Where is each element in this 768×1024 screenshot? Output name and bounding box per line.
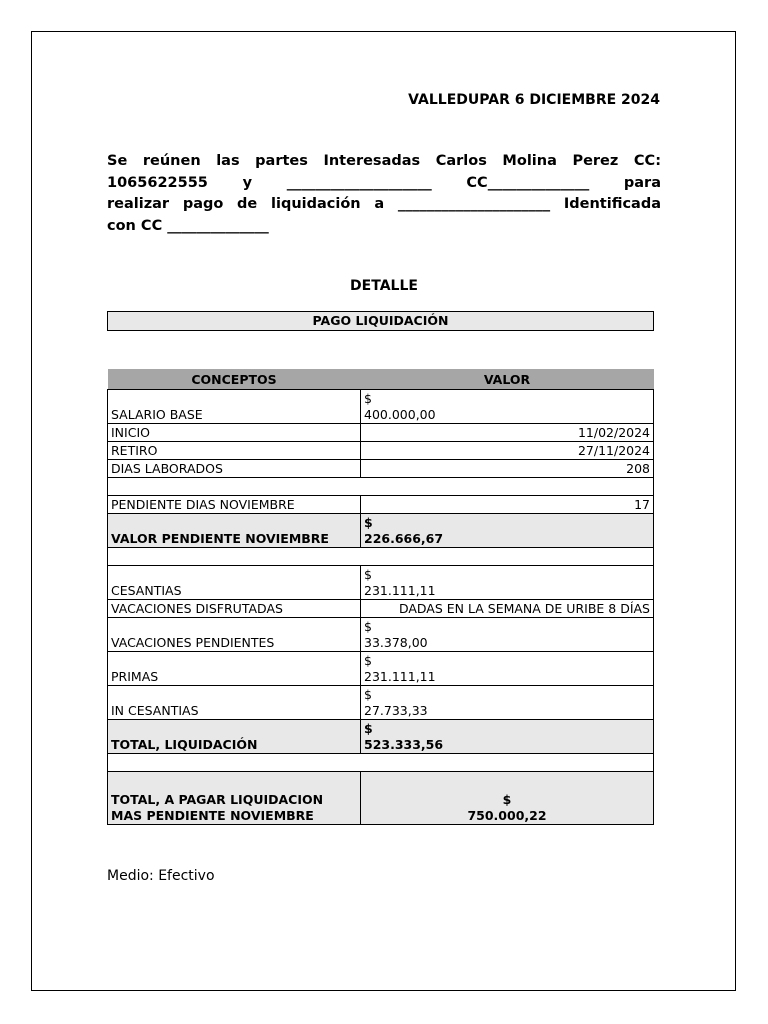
liquidation-subtitle: PAGO LIQUIDACIÓN — [107, 311, 654, 331]
amount: 523.333,56 — [364, 737, 444, 752]
currency-symbol: $ — [364, 391, 372, 406]
row-label: IN CESANTIAS — [108, 686, 361, 720]
document-date: VALLEDUPAR 6 DICIEMBRE 2024 — [408, 92, 660, 108]
section-title: DETALLE — [350, 278, 418, 294]
table-row — [108, 686, 654, 720]
table-header-row — [108, 369, 654, 390]
row-label: INICIO — [108, 424, 361, 442]
currency-symbol: $ — [364, 619, 372, 634]
table-row — [108, 652, 654, 686]
row-value — [361, 390, 654, 424]
row-label: DIAS LABORADOS — [108, 460, 361, 478]
amount: 33.378,00 — [364, 635, 428, 650]
row-value — [361, 652, 654, 686]
table-row — [108, 390, 654, 424]
empty-row — [108, 754, 654, 772]
table-row — [108, 600, 654, 618]
table-row — [108, 496, 654, 514]
row-label: VACACIONES PENDIENTES — [108, 618, 361, 652]
row-value — [361, 720, 654, 754]
row-label: VALOR PENDIENTE NOVIEMBRE — [108, 514, 361, 548]
currency-symbol: $ — [364, 687, 372, 702]
grand-total-row — [108, 772, 654, 825]
table-row — [108, 460, 654, 478]
row-value — [361, 618, 654, 652]
row-value: 11/02/2024 — [361, 424, 654, 442]
row-label: PENDIENTE DIAS NOVIEMBRE — [108, 496, 361, 514]
row-value — [361, 514, 654, 548]
row-label: VACACIONES DISFRUTADAS — [108, 600, 361, 618]
liquidation-table — [107, 369, 654, 825]
currency-symbol: $ — [364, 653, 372, 668]
amount: 226.666,67 — [364, 531, 444, 546]
row-label: TOTAL, LIQUIDACIÓN — [108, 720, 361, 754]
amount: 27.733,33 — [364, 703, 428, 718]
row-value — [361, 686, 654, 720]
table-row — [108, 424, 654, 442]
amount: 231.111,11 — [364, 669, 436, 684]
table-row — [108, 566, 654, 600]
intro-line: con CC ______________ — [107, 217, 269, 234]
intro-paragraph — [107, 151, 661, 237]
grand-total-label-line: MAS PENDIENTE NOVIEMBRE — [111, 808, 314, 823]
document-page — [31, 31, 736, 991]
row-value: 27/11/2024 — [361, 442, 654, 460]
amount: 400.000,00 — [364, 407, 436, 422]
grand-total-label — [108, 772, 361, 825]
row-value: 17 — [361, 496, 654, 514]
currency-symbol: $ — [502, 792, 512, 807]
currency-symbol: $ — [364, 567, 372, 582]
currency-symbol: $ — [364, 515, 373, 530]
row-value: DADAS EN LA SEMANA DE URIBE 8 DÍAS — [361, 600, 654, 618]
row-value — [361, 566, 654, 600]
grand-total-label-line: TOTAL, A PAGAR LIQUIDACION — [111, 792, 324, 807]
empty-row — [108, 548, 654, 566]
row-label: RETIRO — [108, 442, 361, 460]
value-header: VALOR — [361, 369, 654, 390]
amount: 750.000,22 — [467, 808, 547, 823]
payment-method: Medio: Efectivo — [107, 868, 215, 884]
row-value: 208 — [361, 460, 654, 478]
table-row — [108, 720, 654, 754]
row-label: CESANTIAS — [108, 566, 361, 600]
table-row — [108, 618, 654, 652]
table-row — [108, 442, 654, 460]
grand-total-value — [361, 772, 654, 825]
intro-line: Se reúnen las partes Interesadas Carlos Molina Perez CC: — [107, 153, 661, 169]
intro-line: realizar pago de liquidación a _____________________ Identificada — [107, 196, 661, 212]
table-row — [108, 514, 654, 548]
amount: 231.111,11 — [364, 583, 436, 598]
concepts-header: CONCEPTOS — [108, 369, 361, 390]
empty-row — [108, 478, 654, 496]
row-label: SALARIO BASE — [108, 390, 361, 424]
intro-line: 1065622555 y ____________________ CC______________ para — [107, 174, 661, 191]
currency-symbol: $ — [364, 721, 373, 736]
row-label: PRIMAS — [108, 652, 361, 686]
